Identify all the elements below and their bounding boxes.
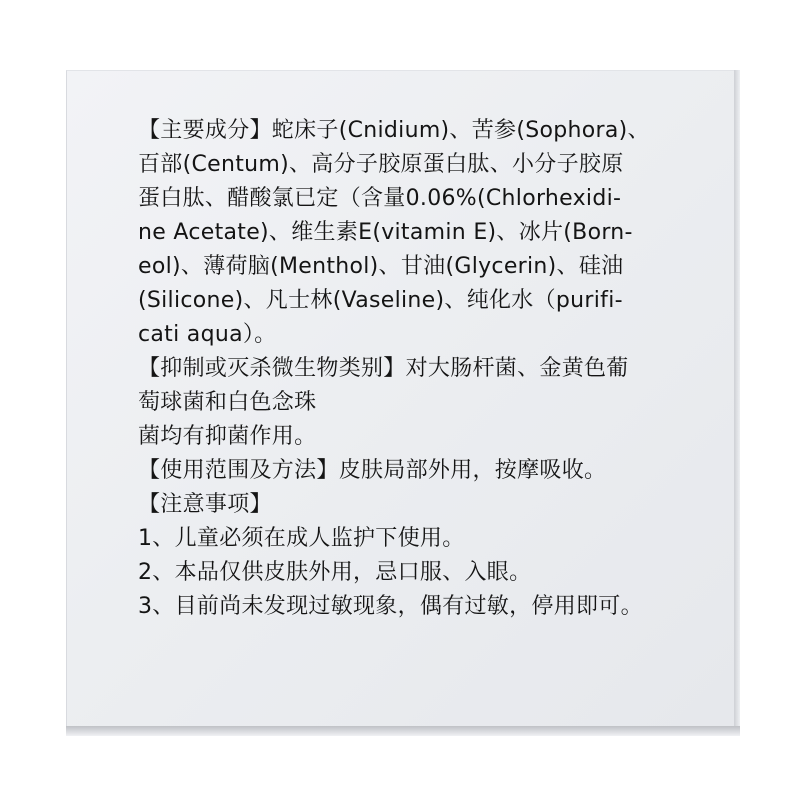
ingredients-line: ne Acetate)、维生素E(vitamin E)、冰片(Born- [138,220,633,245]
ingredients-line: eol)、薄荷脑(Menthol)、甘油(Glycerin)、硅油 [138,254,624,279]
label-text-block [138,114,708,624]
antimicrobial-line: 菌均有抑菌作用。 [138,424,317,449]
box-side-shadow [733,70,740,732]
ingredients-line: cati aqua）。 [138,322,277,347]
notes-item: 1、儿童必须在成人监护下使用。 [138,526,465,551]
ingredients-line: 【主要成分】蛇床子(Cnidium)、苦参(Sophora)、 [138,118,650,143]
notes-section [138,488,708,624]
notes-item: 2、本品仅供皮肤外用，忌口服、入眼。 [138,560,532,585]
ingredients-section [138,114,708,352]
notes-item: 3、目前尚未发现过敏现象，偶有过敏，停用即可。 [138,594,643,619]
antimicrobial-line: 【抑制或灭杀微生物类别】对大肠杆菌、金黄色葡 [138,356,629,381]
ingredients-line: 百部(Centum)、高分子胶原蛋白肽、小分子胶原 [138,152,624,177]
usage-line: 【使用范围及方法】皮肤局部外用，按摩吸收。 [138,458,607,483]
ingredients-line: 蛋白肽、醋酸氯已定（含量0.06%(Chlorhexidi- [138,186,622,211]
box-bottom-shadow [66,726,740,736]
antimicrobial-line: 萄球菌和白色念珠 [138,390,317,415]
usage-section [138,454,708,488]
antimicrobial-section [138,352,708,454]
ingredients-line: (Silicone)、凡士林(Vaseline)、纯化水（purifi- [138,288,623,313]
notes-heading: 【注意事项】 [138,492,272,517]
